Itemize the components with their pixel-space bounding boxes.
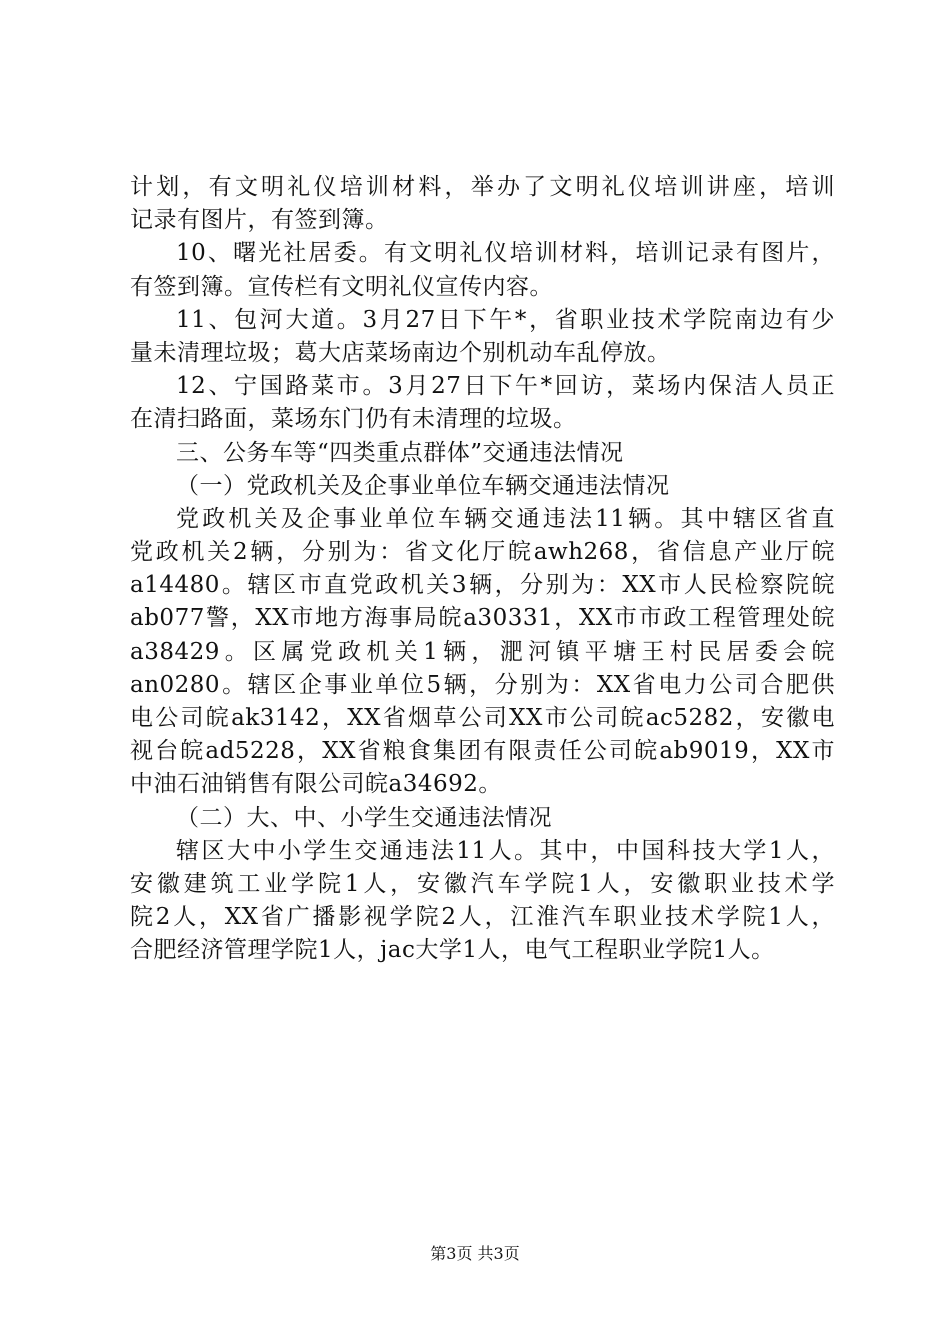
document-body [130,171,835,968]
text-line: （一）党政机关及企事业单位车辆交通违法情况 [176,472,670,499]
text-line: 中油石油销售有限公司皖a34692。 [130,771,502,798]
page-footer: 第3页 共3页 [430,1244,520,1263]
text-line: 有签到簿。宣传栏有文明礼仪宣传内容。 [130,273,553,300]
text-line: an0280。辖区企事业单位5辆，分别为：XX省电力公司合肥供 [130,671,835,698]
text-line: 党政机关及企事业单位车辆交通违法11辆。其中辖区省直 [176,505,835,532]
text-line: 院2人，XX省广播影视学院2人，江淮汽车职业技术学院1人， [130,904,835,931]
text-line: ab077警，XX市地方海事局皖a30331，XX市市政工程管理处皖 [130,605,835,632]
text-line: 量未清理垃圾；葛大店菜场南边个别机动车乱停放。 [130,339,671,366]
text-line: 安徽建筑工业学院1人，安徽汽车学院1人，安徽职业技术学 [130,870,835,897]
text-line: 11、包河大道。3月27日下午*，省职业技术学院南边有少 [176,306,835,333]
text-line: a38429。区属党政机关1辆，淝河镇平塘王村民居委会皖 [130,638,835,665]
text-line: 合肥经济管理学院1人，jac大学1人，电气工程职业学院1人。 [130,937,775,964]
text-line: 12、宁国路菜市。3月27日下午*回访，菜场内保洁人员正 [176,373,835,400]
text-line: 记录有图片，有签到簿。 [130,207,389,234]
text-line: （二）大、中、小学生交通违法情况 [176,804,552,831]
text-line: 党政机关2辆，分别为：省文化厅皖awh268，省信息产业厅皖 [130,539,835,566]
text-line: 视台皖ad5228，XX省粮食集团有限责任公司皖ab9019，XX市 [130,738,835,765]
text-line: 三、公务车等“四类重点群体”交通违法情况 [176,439,624,466]
text-line: a14480。辖区市直党政机关3辆，分别为：XX市人民检察院皖 [130,572,835,599]
text-line: 辖区大中小学生交通违法11人。其中，中国科技大学1人， [176,837,835,864]
text-line: 10、曙光社居委。有文明礼仪培训材料，培训记录有图片， [176,240,835,267]
text-line: 在清扫路面，菜场东门仍有未清理的垃圾。 [130,406,577,433]
text-line: 电公司皖ak3142，XX省烟草公司XX市公司皖ac5282，安徽电 [130,705,835,731]
text-line: 计划，有文明礼仪培训材料，举办了文明礼仪培训讲座，培训 [130,174,835,200]
